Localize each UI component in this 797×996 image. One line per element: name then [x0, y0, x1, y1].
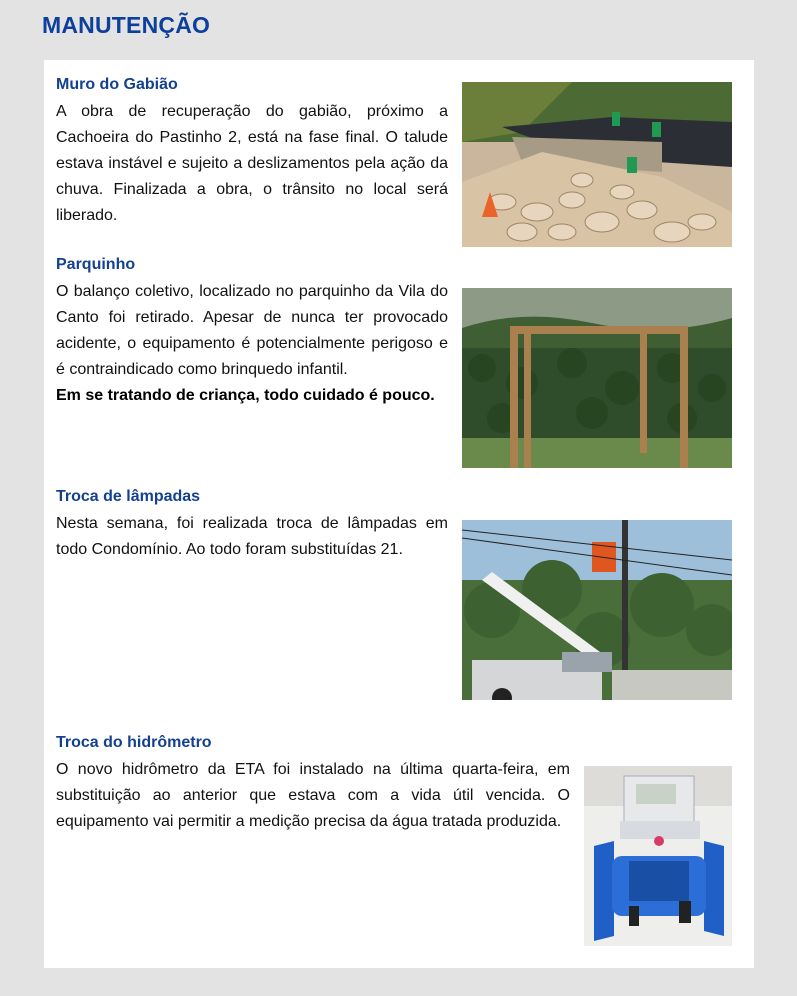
section-text: O novo hidrômetro da ETA foi instalado na última quarta-feira, em substituição ao anterior que estava com a vida útil vencida. O equipamento vai permitir a medição precisa da água tratada produzida.: [56, 761, 570, 830]
section-title: Troca do hidrômetro: [56, 734, 212, 751]
water-meter-photo: [584, 766, 732, 946]
swing-photo: [462, 288, 732, 468]
section-title: Troca de lâmpadas: [56, 488, 201, 505]
section-troca-hidrometro: [56, 732, 570, 835]
section-title: Parquinho: [56, 256, 136, 273]
lamp-truck-photo: [462, 520, 732, 700]
section-text: O balanço coletivo, localizado no parquinho da Vila do Canto foi retirado. Apesar de nunca ter provocado acidente, o equipamento é potencialmente perigoso e é contraindicado como brinquedo infantil.: [56, 283, 448, 378]
section-parquinho: [56, 254, 448, 409]
section-muro-gabiao: [56, 74, 448, 229]
section-title: Muro do Gabião: [56, 76, 178, 93]
section-text: Nesta semana, foi realizada troca de lâmpadas em todo Condomínio. Ao todo foram substituídas 21.: [56, 515, 448, 558]
page-title: MANUTENÇÃO: [42, 12, 211, 38]
content-card: [44, 60, 754, 968]
section-troca-lampadas: [56, 486, 448, 563]
section-emphasis: Em se tratando de criança, todo cuidado é pouco.: [56, 387, 435, 404]
section-text: A obra de recuperação do gabião, próximo a Cachoeira do Pastinho 2, está na fase final. O talude estava instável e sujeito a deslizamentos pela ação da chuva. Finalizada a obra, o trânsito no local será liberado.: [56, 103, 448, 224]
gabion-photo: [462, 82, 732, 247]
